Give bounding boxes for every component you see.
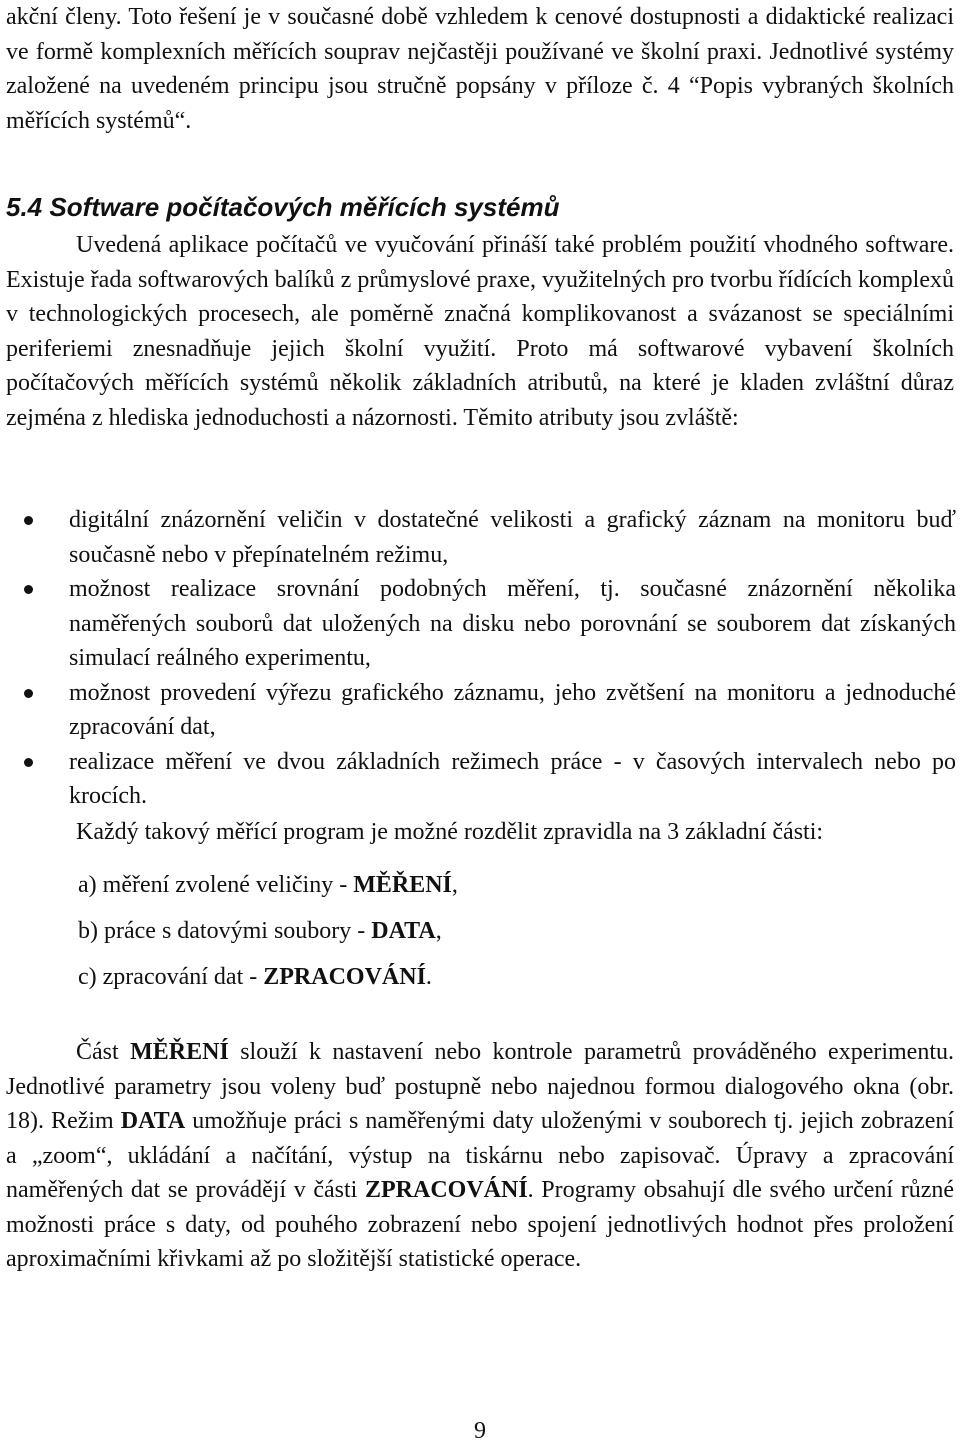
program-parts-text: Každý takový měřící program je možné rozdělit zpravidla na 3 základní části: [76, 819, 824, 845]
part-punct: , [435, 918, 442, 944]
list-item [24, 745, 956, 814]
modes-text [6, 1035, 954, 1277]
software-paragraph [6, 228, 954, 435]
part-punct: , [451, 872, 458, 898]
part-text: c) zpracování dat - [78, 964, 264, 990]
part-keyword: MĚŘENÍ [353, 872, 452, 898]
bullet-icon [24, 758, 33, 767]
part-text: a) měření zvolené veličiny - [78, 872, 354, 898]
list-item [24, 572, 956, 676]
list-item-text: možnost provedení výřezu grafického záznamu, jeho zvětšení na monitoru a jednoduché zpracování dat, [69, 679, 956, 740]
list-item-text: možnost realizace srovnání podobných měření, tj. současné znázornění několika naměřených souborů dat uložených na disku nebo porovnání se souborem dat získaných simulací reálného experimentu, [69, 576, 956, 671]
modes-paragraph [6, 1035, 954, 1277]
attribute-list [24, 503, 956, 814]
modes-text-2: slouží k nastavení nebo kontrole parametrů prováděného experimentu. Jednotlivé parametry jsou voleny buď postupně nebo najednou formou dialogového okna (obr. 18). Režim [6, 1039, 954, 1134]
list-item [78, 960, 778, 1006]
part-punct: . [425, 964, 432, 990]
part-keyword: ZPRACOVÁNÍ [263, 964, 426, 990]
page-number: 9 [474, 1418, 486, 1444]
section-heading: 5.4 Software počítačových měřících systémů [6, 192, 560, 222]
modes-text-3: umožňuje práci s naměřenými daty uloženými v souborech tj. jejich zobrazení a „zoom“, ukládání a načítání, výstup na tiskárnu nebo zapisovač. Úpravy a zpracování naměřených dat se provádějí v části [6, 1108, 955, 1203]
keyword-mereni: MĚŘENÍ [130, 1039, 229, 1065]
keyword-zpracovani: ZPRACOVÁNÍ [364, 1177, 528, 1203]
bullet-icon [24, 516, 33, 525]
list-item [24, 676, 956, 745]
keyword-data: DATA [120, 1108, 186, 1134]
list-item [78, 914, 778, 960]
list-item [24, 503, 956, 572]
intro-paragraph [6, 0, 954, 138]
modes-text-1: Část [76, 1039, 131, 1065]
program-parts-list [78, 868, 778, 1006]
program-parts-paragraph [6, 815, 954, 850]
list-item-text: realizace měření ve dvou základních režimech práce - v časových intervalech nebo po krocích. [69, 748, 956, 809]
bullet-icon [24, 585, 33, 594]
intro-text: akční členy. Toto řešení je v současné době vzhledem k cenové dostupnosti a didaktické realizaci ve formě komplexních měřících souprav nejčastěji používané ve školní praxi. Jednotlivé systémy založené na uvedeném principu jsou stručně popsány v příloze č. 4 “Popis vybraných školních měřících systémů“. [6, 4, 954, 134]
bullet-icon [24, 689, 33, 698]
modes-text-4: . Programy obsahují dle svého určení různé možnosti práce s daty, od pouhého zobrazení nebo spojení jednotlivých hodnot přes proložení aproximačními křivkami až po složitější statistické operace. [6, 1177, 954, 1272]
part-text: b) práce s datovými soubory - [78, 918, 372, 944]
part-keyword: DATA [371, 918, 436, 944]
list-item-text: digitální znázornění veličin v dostatečné velikosti a grafický záznam na monitoru buď současně nebo v přepínatelném režimu, [69, 507, 956, 568]
software-text: Uvedená aplikace počítačů ve vyučování přináší také problém použití vhodného software. Existuje řada softwarových balíků z průmyslové praxe, využitelných pro tvorbu řídících komplexů v technologických procesech, ale poměrně značná komplikovanost a svázanost se speciálními periferiemi znesnadňuje jejich školní využití. Proto má softwarové vybavení školních počítačových měřících systémů několik základních atributů, na které je kladen zvláštní důraz zejména z hlediska jednoduchosti a názornosti. Těmito atributy jsou zvláště: [6, 232, 954, 431]
list-item [78, 868, 778, 914]
